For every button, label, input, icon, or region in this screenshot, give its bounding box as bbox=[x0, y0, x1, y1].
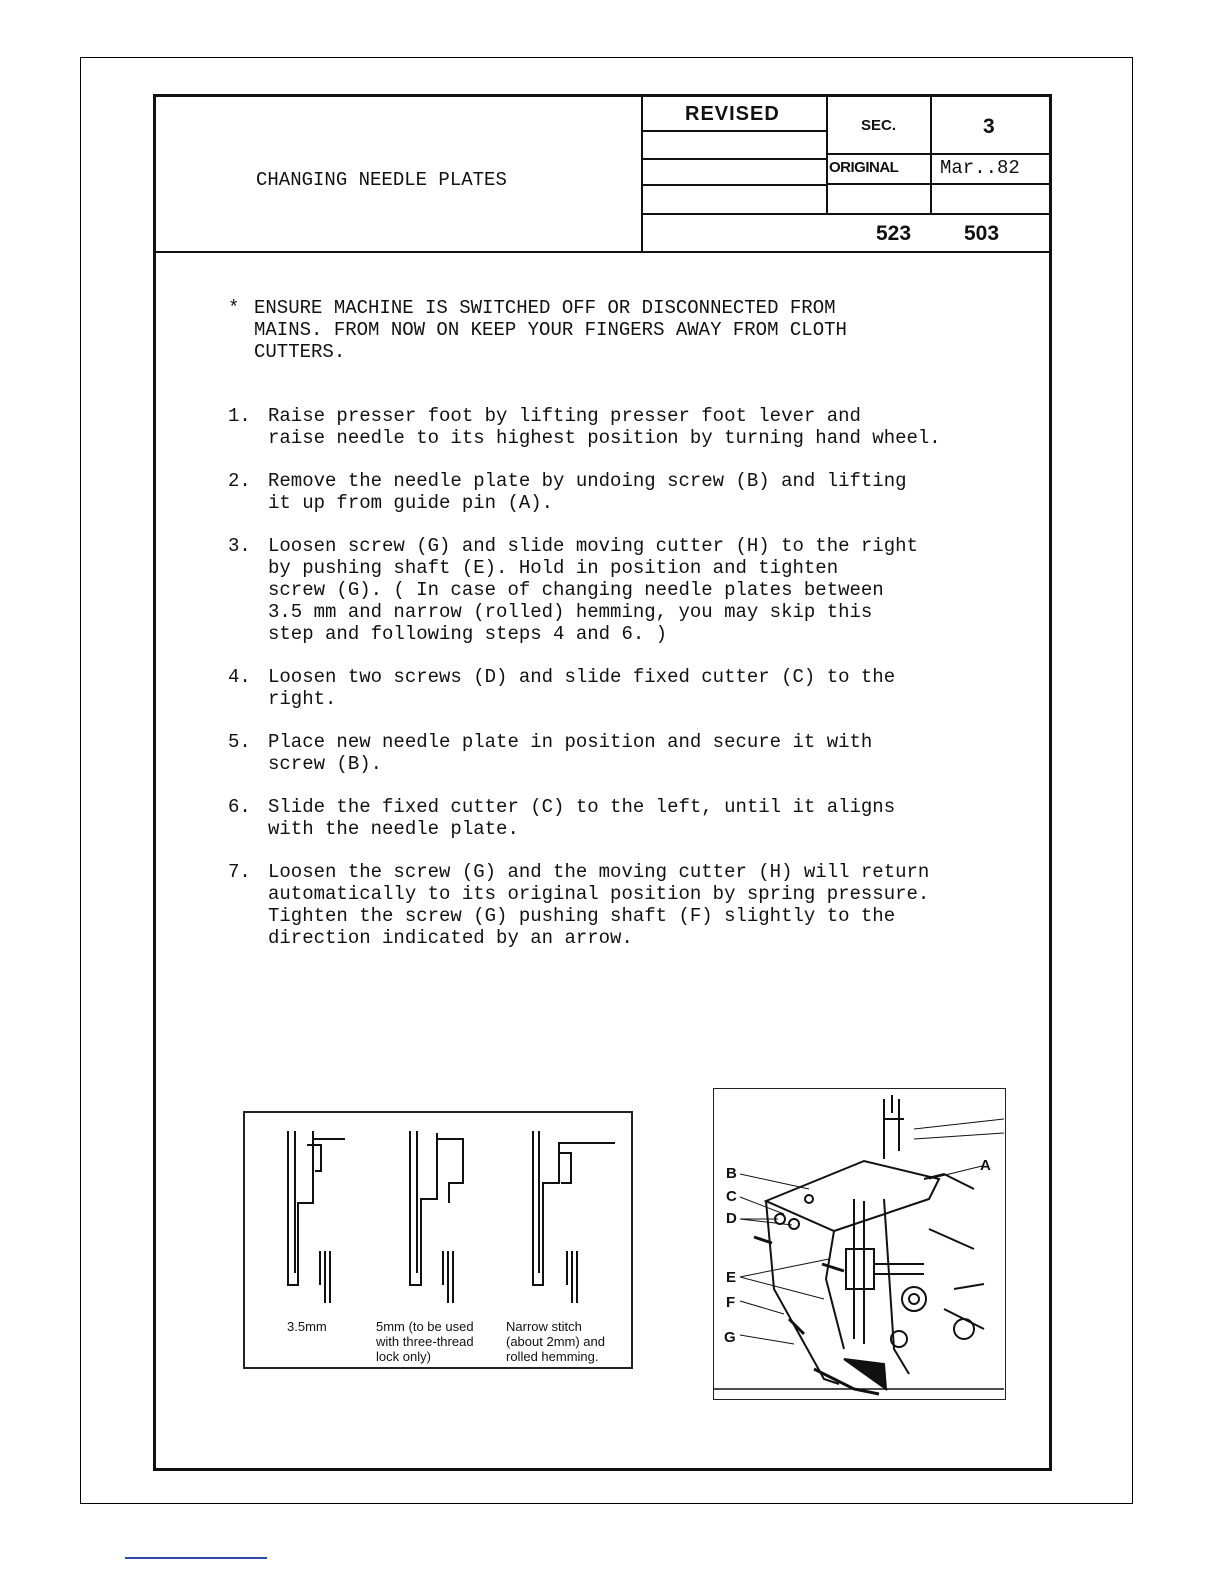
grid-divider bbox=[827, 183, 1051, 185]
step-number: 4. bbox=[228, 666, 251, 688]
machine-illustration bbox=[714, 1089, 1004, 1398]
step-number: 7. bbox=[228, 861, 251, 883]
label-g: G bbox=[724, 1329, 736, 1346]
step-2 bbox=[228, 470, 1048, 514]
step-3 bbox=[228, 535, 1048, 645]
revision-grid bbox=[641, 97, 1051, 251]
grid-divider bbox=[643, 158, 827, 160]
step-6 bbox=[228, 796, 1048, 840]
grid-divider bbox=[643, 130, 827, 132]
grid-divider bbox=[643, 184, 827, 186]
page-title: CHANGING NEEDLE PLATES bbox=[256, 169, 507, 191]
step-number: 3. bbox=[228, 535, 251, 557]
step-number: 1. bbox=[228, 405, 251, 427]
warning-asterisk: * bbox=[228, 297, 240, 319]
safety-warning bbox=[228, 297, 1048, 363]
step-text: Raise presser foot by lifting presser foot lever and raise needle to its highest position by turning hand wheel. bbox=[268, 405, 941, 449]
label-a: A bbox=[980, 1157, 991, 1174]
revised-label: REVISED bbox=[685, 103, 780, 125]
grid-divider bbox=[930, 97, 932, 215]
step-text: Slide the fixed cutter (C) to the left, until it aligns with the needle plate. bbox=[268, 796, 896, 840]
model-number-523: 523 bbox=[876, 222, 912, 245]
step-4 bbox=[228, 666, 1048, 710]
step-text: Place new needle plate in position and secure it with screw (B). bbox=[268, 731, 873, 775]
caption-3-5mm: 3.5mm bbox=[287, 1319, 327, 1334]
step-number: 5. bbox=[228, 731, 251, 753]
grid-divider bbox=[643, 213, 1051, 215]
document-header bbox=[156, 97, 1049, 253]
step-text: Remove the needle plate by undoing screw (B) and lifting it up from guide pin (A). bbox=[268, 470, 907, 514]
document-box bbox=[153, 94, 1052, 1471]
footer-rule bbox=[125, 1557, 267, 1559]
step-5 bbox=[228, 731, 1048, 775]
label-d: D bbox=[726, 1210, 737, 1227]
grid-divider bbox=[827, 153, 1051, 155]
original-date: Mar..82 bbox=[940, 157, 1020, 179]
sec-label: SEC. bbox=[861, 117, 897, 134]
step-number: 2. bbox=[228, 470, 251, 492]
warning-text: ENSURE MACHINE IS SWITCHED OFF OR DISCONNECTED FROM MAINS. FROM NOW ON KEEP YOUR FINGERS AWAY FROM CLOTH CUTTERS. bbox=[254, 297, 847, 363]
sec-value: 3 bbox=[983, 115, 995, 138]
step-1 bbox=[228, 405, 1048, 449]
model-number-503: 503 bbox=[964, 222, 1000, 245]
caption-narrow-stitch: Narrow stitch (about 2mm) and rolled hemming. bbox=[506, 1319, 605, 1364]
step-number: 6. bbox=[228, 796, 251, 818]
label-f: F bbox=[726, 1294, 736, 1311]
step-text: Loosen two screws (D) and slide fixed cutter (C) to the right. bbox=[268, 666, 896, 710]
instructions bbox=[228, 297, 1048, 970]
needle-plate-profiles-figure bbox=[243, 1111, 633, 1369]
machine-diagram-figure bbox=[713, 1088, 1006, 1400]
step-text: Loosen screw (G) and slide moving cutter (H) to the right by pushing shaft (E). Hold in position and tighten screw (G). ( In case of changing needle plates between 3.5 mm and narrow (rolled) hemming, you may skip this step and following steps 4 and 6. ) bbox=[268, 535, 918, 645]
label-c: C bbox=[726, 1188, 737, 1205]
grid-divider bbox=[826, 97, 828, 215]
caption-5mm: 5mm (to be used with three-thread lock only) bbox=[376, 1319, 474, 1364]
label-e: E bbox=[726, 1269, 737, 1286]
step-7 bbox=[228, 861, 1048, 949]
step-text: Loosen the screw (G) and the moving cutter (H) will return automatically to its original position by spring pressure. Tighten the screw (G) pushing shaft (F) slightly to the direction indicated by an arrow. bbox=[268, 861, 930, 949]
original-label: ORIGINAL bbox=[829, 159, 899, 176]
label-b: B bbox=[726, 1165, 737, 1182]
